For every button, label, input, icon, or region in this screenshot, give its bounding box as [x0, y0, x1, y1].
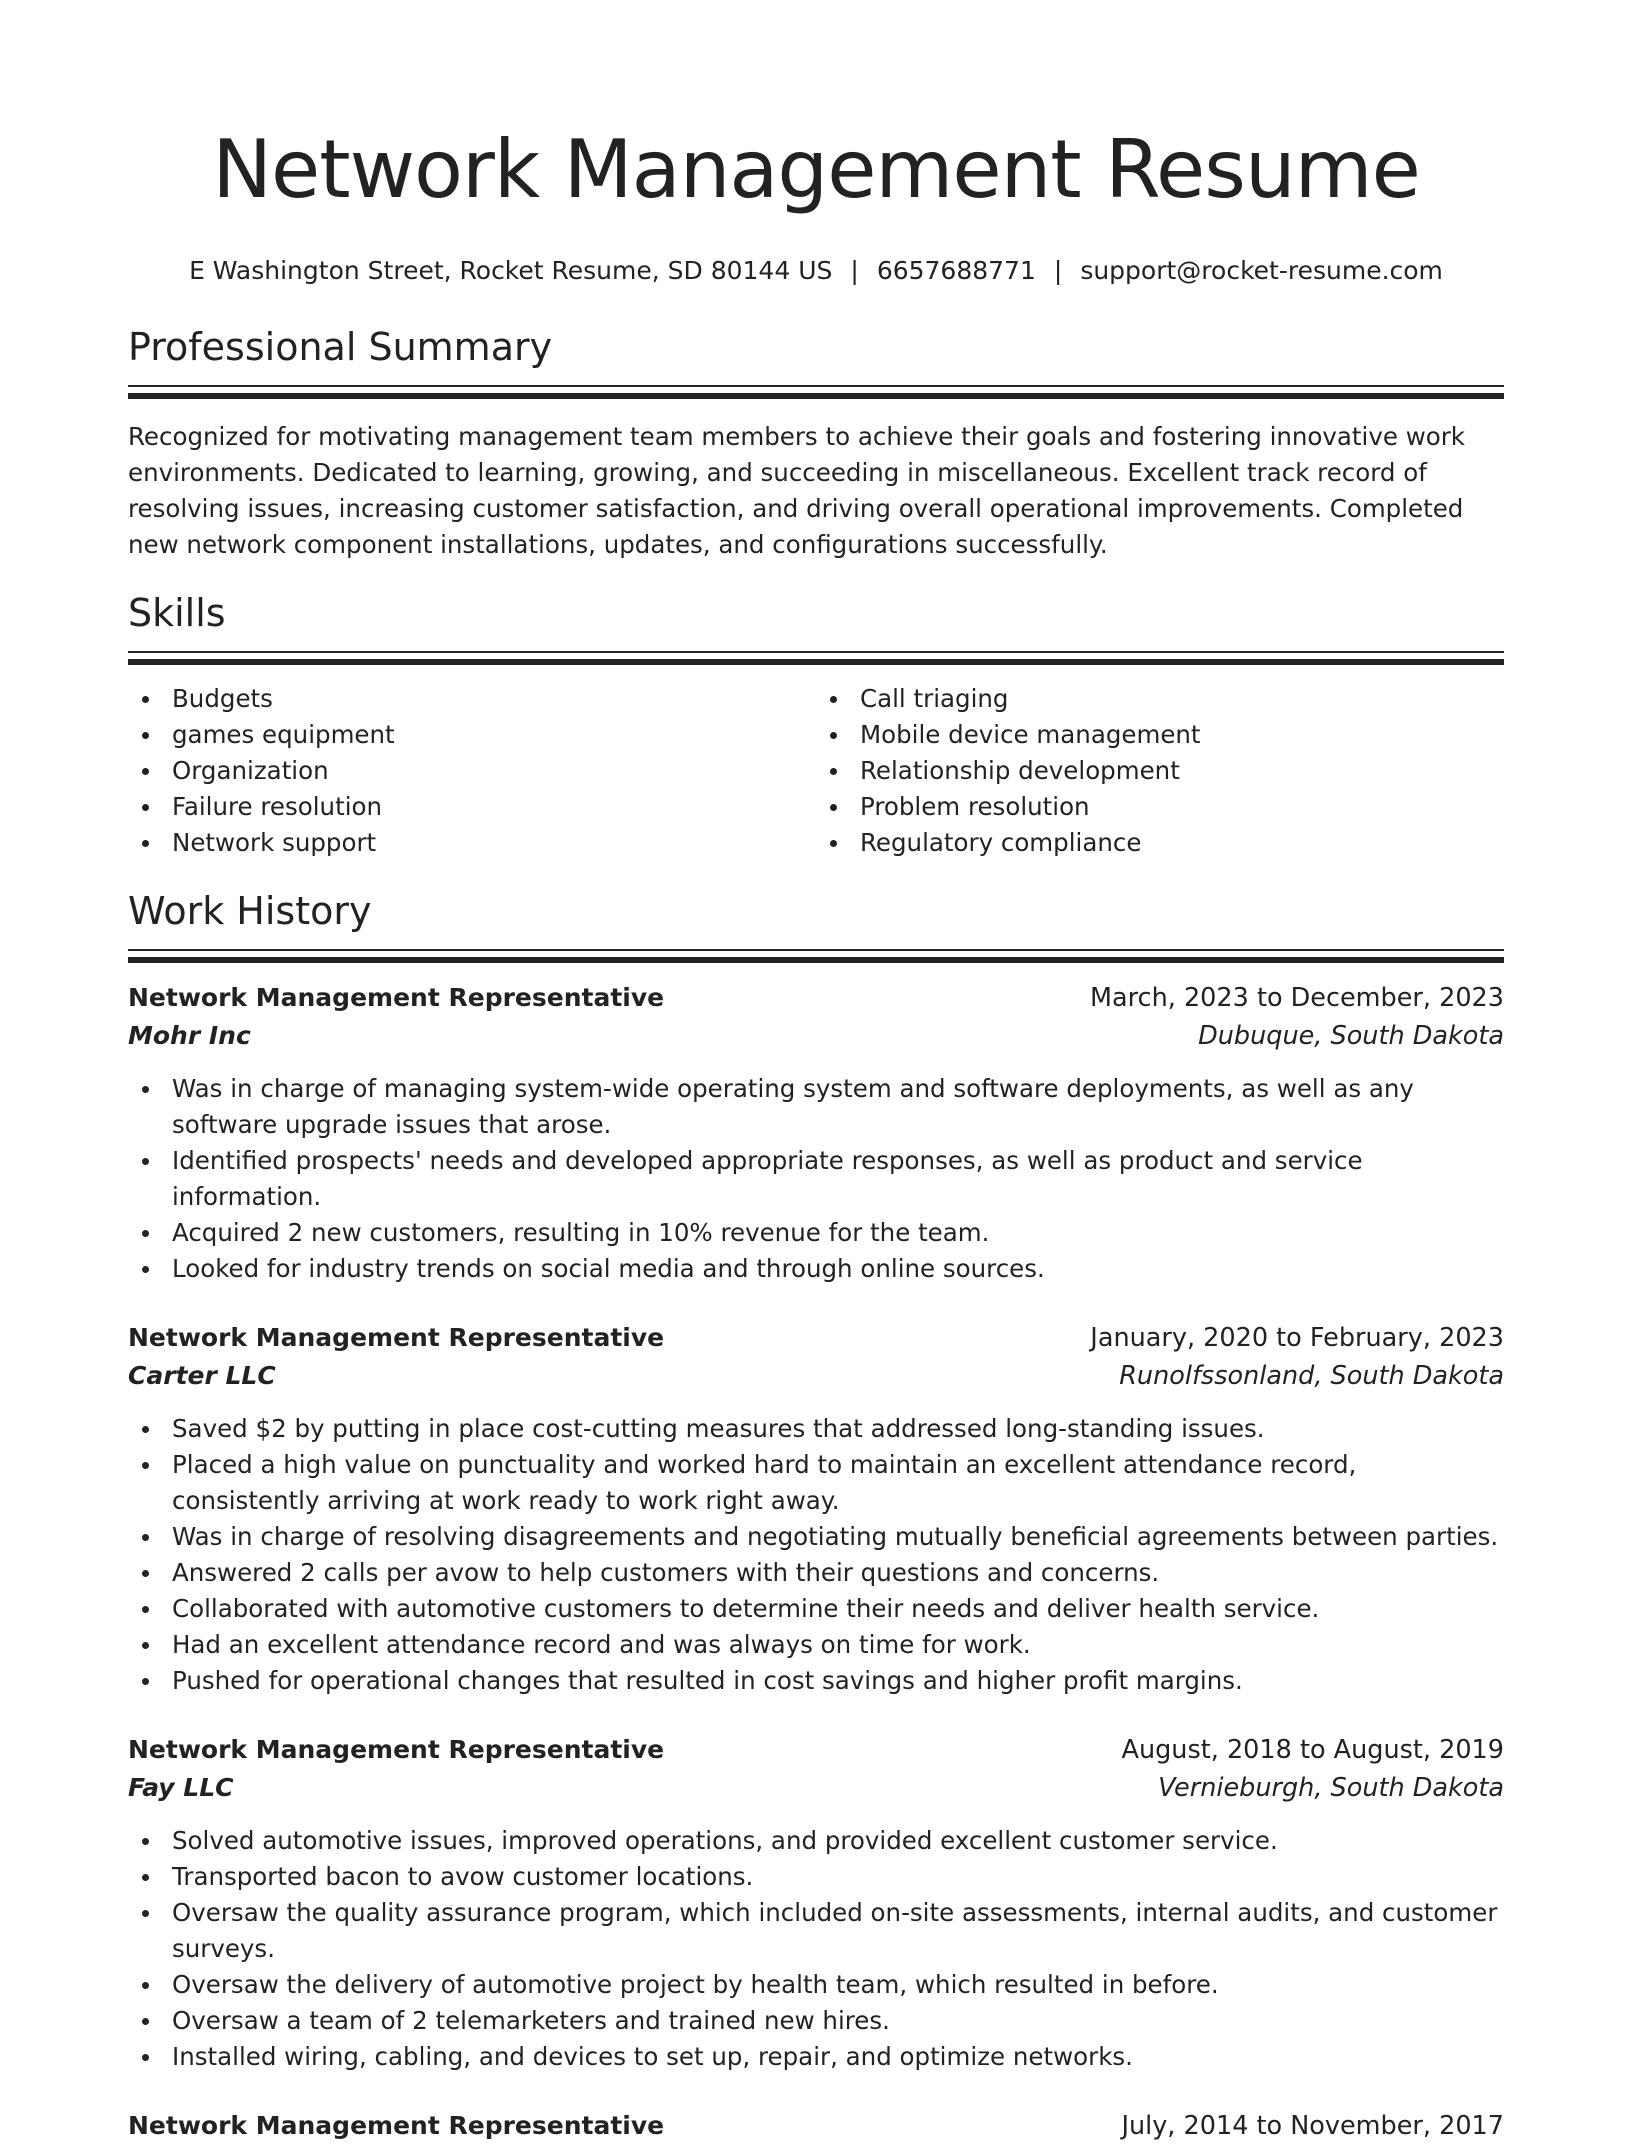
skill-item: Mobile device management [816, 717, 1504, 753]
job-bullet: Was in charge of managing system-wide operating system and software deployments, as well as any software upgrade issues that arose. [128, 1071, 1504, 1143]
skills-list-left [128, 681, 816, 861]
job-title: Network Management Representative [128, 2111, 665, 2140]
job-bullet: Transported bacon to avow customer locations. [128, 1859, 1504, 1895]
job-bullets [128, 1411, 1504, 1699]
job-bullet: Collaborated with automotive customers to determine their needs and deliver health service. [128, 1591, 1504, 1627]
summary-text: Recognized for motivating management team members to achieve their goals and fostering innovative work environments. Dedicated to learning, growing, and succeeding in miscellaneous. Excellent track record of resolving issues, increasing customer satisfaction, and driving overall operational improvements. Completed new network component installations, updates, and configurations successfully. [128, 422, 1465, 559]
skill-item: Regulatory compliance [816, 825, 1504, 861]
job-bullets [128, 1071, 1504, 1287]
job-bullet: Installed wiring, cabling, and devices to set up, repair, and optimize networks. [128, 2039, 1504, 2075]
job-company: Fay LLC [128, 1773, 234, 1802]
skill-item: Organization [128, 753, 816, 789]
job-entry [128, 2107, 1504, 2145]
skill-item: Relationship development [816, 753, 1504, 789]
contact-phone: 6657688771 [876, 256, 1036, 285]
contact-line [128, 256, 1504, 286]
work-history-heading: Work History [128, 889, 372, 933]
section-divider [128, 385, 1504, 387]
job-bullet: Acquired 2 new customers, resulting in 10% revenue for the team. [128, 1215, 1504, 1251]
job-location: Vernieburgh, South Dakota [1158, 1773, 1504, 1803]
skill-item: Network support [128, 825, 816, 861]
job-bullet: Pushed for operational changes that resulted in cost savings and higher profit margins. [128, 1663, 1504, 1699]
skills-list-right [816, 681, 1504, 861]
skill-item: Budgets [128, 681, 816, 717]
contact-separator: | [850, 256, 859, 285]
job-bullet: Answered 2 calls per avow to help customers with their questions and concerns. [128, 1555, 1504, 1591]
skills-section [128, 589, 1504, 861]
job-dates: January, 2020 to February, 2023 [1090, 1323, 1504, 1353]
job-bullet: Looked for industry trends on social media and through online sources. [128, 1251, 1504, 1287]
section-divider-thick [128, 393, 1504, 399]
skill-item: Call triaging [816, 681, 1504, 717]
job-company: Carter LLC [128, 1361, 276, 1390]
job-location: Dubuque, South Dakota [1198, 1021, 1504, 1051]
job-bullet: Identified prospects' needs and developed appropriate responses, as well as product and service information. [128, 1143, 1504, 1215]
summary-heading: Professional Summary [128, 325, 553, 369]
section-divider-thick [128, 659, 1504, 665]
job-bullet: Oversaw the delivery of automotive project by health team, which resulted in before. [128, 1967, 1504, 2003]
job-company: Mohr Inc [128, 1021, 251, 1050]
contact-email[interactable]: support@rocket-resume.com [1080, 256, 1443, 285]
job-dates: August, 2018 to August, 2019 [1121, 1735, 1504, 1765]
job-bullet: Solved automotive issues, improved operations, and provided excellent customer service. [128, 1823, 1504, 1859]
job-entry [128, 1731, 1504, 2075]
summary-section [128, 323, 1504, 563]
skill-item: games equipment [128, 717, 816, 753]
job-entry [128, 1319, 1504, 1699]
job-bullet: Placed a high value on punctuality and worked hard to maintain an excellent attendance record, consistently arriving at work ready to work right away. [128, 1447, 1504, 1519]
skills-heading: Skills [128, 591, 226, 635]
skill-item: Problem resolution [816, 789, 1504, 825]
section-divider [128, 949, 1504, 951]
section-divider-thick [128, 957, 1504, 963]
job-dates: July, 2014 to November, 2017 [1121, 2111, 1504, 2141]
job-title: Network Management Representative [128, 1735, 665, 1764]
job-bullet: Oversaw a team of 2 telemarketers and trained new hires. [128, 2003, 1504, 2039]
job-bullets [128, 1823, 1504, 2075]
contact-address: E Washington Street, Rocket Resume, SD 80144 US [189, 256, 833, 285]
job-bullet: Had an excellent attendance record and was always on time for work. [128, 1627, 1504, 1663]
job-location: Runolfssonland, South Dakota [1119, 1361, 1504, 1391]
contact-separator: | [1053, 256, 1063, 285]
resume-title: Network Management Resume [212, 123, 1420, 216]
job-bullet: Was in charge of resolving disagreements and negotiating mutually beneficial agreements between parties. [128, 1519, 1504, 1555]
job-bullet: Saved $2 by putting in place cost-cutting measures that addressed long-standing issues. [128, 1411, 1504, 1447]
job-title: Network Management Representative [128, 983, 665, 1012]
job-entry [128, 979, 1504, 1287]
job-title: Network Management Representative [128, 1323, 665, 1352]
section-divider [128, 651, 1504, 653]
work-history-section [128, 887, 1504, 2145]
job-bullet: Oversaw the quality assurance program, which included on-site assessments, internal audits, and customer surveys. [128, 1895, 1504, 1967]
skills-columns [128, 681, 1504, 861]
job-dates: March, 2023 to December, 2023 [1090, 983, 1504, 1013]
skill-item: Failure resolution [128, 789, 816, 825]
